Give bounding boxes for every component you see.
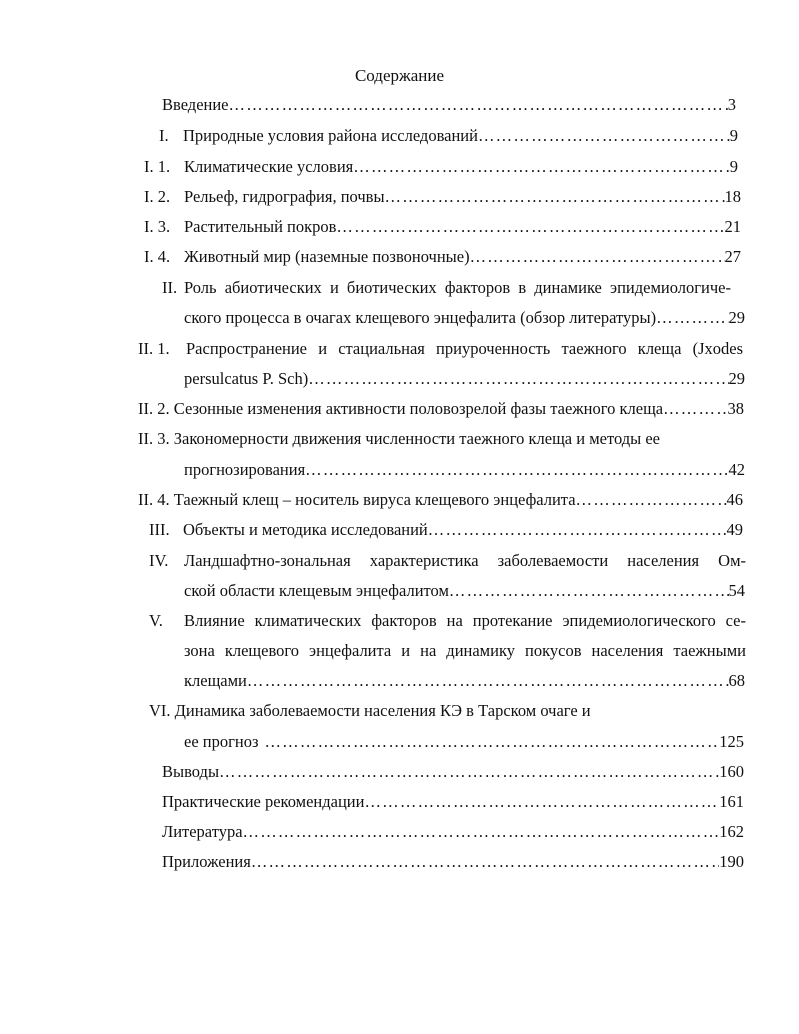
toc-entry-text: ской области клещевым энцефалитом <box>184 581 449 600</box>
toc-leader-dots <box>428 519 727 541</box>
toc-entry-number: II. <box>162 278 178 297</box>
toc-leader-dots <box>219 761 719 783</box>
toc-entry-ch1-4 <box>144 246 741 268</box>
toc-entry-number: II. 1. <box>138 339 170 358</box>
toc-page-number: 18 <box>724 187 741 206</box>
toc-entry-text: Роль абиотических и биотических факторов в динамике эпидемиологиче- <box>184 278 731 297</box>
toc-entry-ch2-cont <box>184 307 745 329</box>
toc-entry-text: ского процесса в очагах клещевого энцефалита (обзор литературы) <box>184 308 657 327</box>
toc-page-number: 68 <box>728 671 745 690</box>
toc-page-number: 9 <box>729 126 738 145</box>
toc-page-number: 160 <box>719 762 744 781</box>
toc-entry-ch2-3-cont <box>184 459 745 481</box>
toc-leader-dots <box>305 459 728 481</box>
toc-entry-text: Природные условия района исследований <box>183 126 478 145</box>
toc-page-number: 125 <box>719 732 744 751</box>
toc-entry-text: Влияние климатических факторов на протекание эпидемиологического се- <box>184 611 746 630</box>
toc-entry-ch2 <box>162 277 731 299</box>
toc-leader-dots <box>449 580 729 602</box>
toc-page-number: 190 <box>719 852 744 871</box>
toc-entry-ch6 <box>149 700 649 722</box>
toc-entry-text: Практические рекомендации <box>162 792 365 811</box>
toc-entry-text: ее прогноз <box>184 732 259 751</box>
toc-entry-ch1-1 <box>144 156 738 178</box>
toc-entry-text: прогнозирования <box>184 460 306 479</box>
toc-page-number: 49 <box>726 520 743 539</box>
toc-entry-text: II. 3. Закономерности движения численности таежного клеща и методы ее <box>138 429 660 448</box>
toc-entry-recommendations <box>162 791 744 813</box>
toc-entry-text: Ландшафтно-зональная характеристика заболеваемости населения Ом- <box>184 551 746 570</box>
toc-entry-text: persulcatus P. Sch) <box>184 369 309 388</box>
toc-leader-dots <box>656 307 728 329</box>
toc-entry-ch1 <box>159 125 738 147</box>
toc-entry-ch2-1-cont <box>184 368 745 390</box>
toc-entry-ch5-cont <box>184 640 746 662</box>
toc-leader-dots <box>308 368 728 390</box>
toc-entry-text: Распространение и стациальная приуроченность таежного клеща (Jxodes <box>186 339 743 358</box>
toc-entry-number: I. 3. <box>144 217 171 236</box>
toc-leader-dots <box>336 216 724 238</box>
toc-page-number: 161 <box>719 792 744 811</box>
toc-entry-number: I. 4. <box>144 247 171 266</box>
toc-entry-text: Климатические условия <box>184 157 354 176</box>
toc-page-number: 46 <box>726 490 743 509</box>
toc-page-number: 3 <box>727 95 736 114</box>
toc-entry-ch2-4 <box>138 489 743 511</box>
toc-entry-number: I. 2. <box>144 187 171 206</box>
toc-leader-dots <box>576 489 727 511</box>
toc-leader-dots <box>353 156 729 178</box>
toc-entry-text: Выводы <box>162 762 220 781</box>
toc-entry-literature <box>162 821 744 843</box>
page-title: Содержание <box>354 66 445 85</box>
toc-page-number: 42 <box>728 460 745 479</box>
toc-entry-text: II. 4. Таежный клещ – носитель вируса клещевого энцефалита <box>138 490 576 509</box>
toc-page-number: 21 <box>724 217 741 236</box>
toc-entry-text: Объекты и методика исследований <box>183 520 428 539</box>
toc-entry-intro <box>162 94 736 116</box>
toc-entry-text: клещами <box>184 671 247 690</box>
toc-entry-text: Приложения <box>162 852 251 871</box>
toc-page-number: 38 <box>727 399 744 418</box>
toc-entry-text: Введение <box>162 95 229 114</box>
toc-entry-ch1-3 <box>144 216 741 238</box>
toc-leader-dots <box>470 246 725 268</box>
toc-page-number: 29 <box>728 308 745 327</box>
toc-leader-dots <box>243 821 720 843</box>
toc-entry-text: Рельеф, гидрография, почвы <box>184 187 385 206</box>
toc-entry-ch3 <box>149 519 743 541</box>
toc-page-number: 54 <box>728 581 745 600</box>
toc-entry-text: II. 2. Сезонные изменения активности половозрелой фазы таежного клеща <box>138 399 664 418</box>
toc-entry-ch2-2 <box>138 398 744 420</box>
toc-entry-ch6-cont <box>184 731 744 753</box>
toc-leader-dots <box>663 398 727 420</box>
toc-leader-dots <box>478 125 730 147</box>
toc-leader-dots <box>247 670 729 692</box>
toc-entry-text: зона клещевого энцефалита и на динамику покусов населения таежными <box>184 641 746 660</box>
toc-entry-ch4 <box>149 550 746 572</box>
toc-entry-text: VI. Динамика заболеваемости населения КЭ в Тарском очаге и <box>149 701 591 720</box>
toc-leader-dots <box>251 851 719 873</box>
toc-entry-ch2-1 <box>138 338 743 360</box>
toc-leader-dots <box>385 186 725 208</box>
toc-leader-dots <box>229 94 728 116</box>
toc-entry-ch5-cont2 <box>184 670 745 692</box>
toc-entry-ch5 <box>149 610 746 632</box>
toc-entry-text: Животный мир (наземные позвоночные) <box>184 247 470 266</box>
toc-page-number: 29 <box>728 369 745 388</box>
toc-entry-appendices <box>162 851 744 873</box>
toc-entry-ch1-2 <box>144 186 741 208</box>
toc-entry-ch2-3 <box>138 428 718 450</box>
toc-entry-number: I. <box>159 126 169 145</box>
toc-entry-text: Растительный покров <box>184 217 337 236</box>
toc-entry-number: IV. <box>149 551 169 570</box>
toc-page-number: 27 <box>724 247 741 266</box>
toc-leader-dots <box>264 731 719 753</box>
toc-leader-dots <box>364 791 719 813</box>
toc-entry-number: III. <box>149 520 170 539</box>
toc-page-number: 162 <box>719 822 744 841</box>
toc-page-number: 9 <box>729 157 738 176</box>
toc-entry-ch4-cont <box>184 580 745 602</box>
toc-entry-conclusions <box>162 761 744 783</box>
toc-entry-number: I. 1. <box>144 157 171 176</box>
toc-entry-number: V. <box>149 611 163 630</box>
toc-entry-text: Литература <box>162 822 243 841</box>
